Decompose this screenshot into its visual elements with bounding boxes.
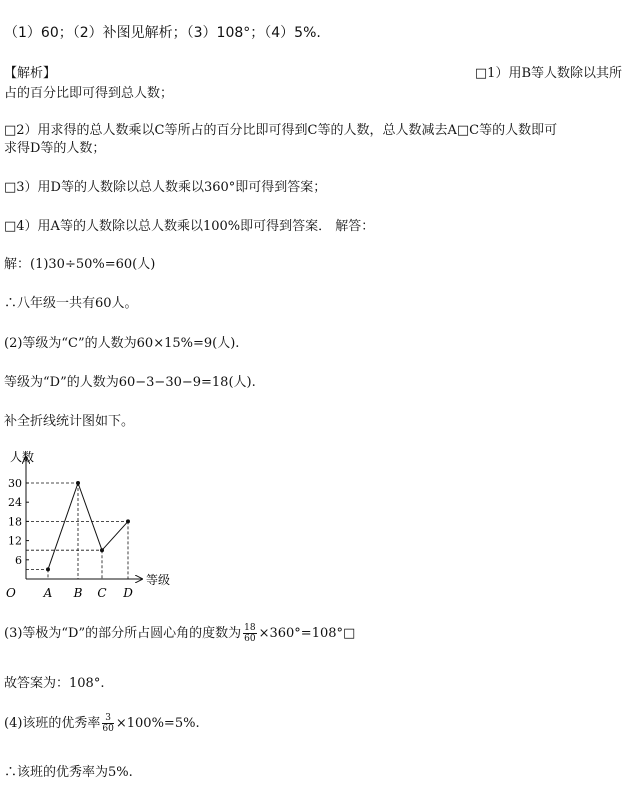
data-point [76,481,80,485]
solution-angle-answer: 故答案为：108°. [4,676,105,691]
solution-angle [4,622,355,644]
solution-angle-post: ×360°=108°□ [258,626,356,641]
solution-chart-caption: 补全折线统计图如下。 [4,414,135,429]
x-tick-label: D [123,586,133,600]
y-tick-label: 12 [8,534,22,548]
fraction-denominator: 60 [102,724,114,734]
fraction-3-60 [102,713,113,734]
analysis-step1-start: □1）用B等人数除以其所 [474,66,622,81]
x-tick-label: C [97,586,107,600]
x-tick-label: A [43,586,53,600]
analysis-step1-cont: 占的百分比即可得到总人数； [4,86,174,101]
y-tick-label: 24 [8,496,22,510]
data-point [46,567,50,571]
data-point [126,519,130,523]
fraction-numerator: 3 [102,713,113,724]
analysis-step4: □4）用A等的人数除以总人数乘以100%即可得到答案． 解答： [4,219,375,234]
solution-rate-pre: (4)该班的优秀率 [4,716,101,731]
y-tick-label: 30 [8,477,22,490]
answer-line: （1）60；（2）补图见解析；（3）108°；（4）5%. [4,25,321,41]
y-axis-label: 人数 [10,450,35,464]
x-axis-label: 等级 [146,573,171,587]
solution-c-count: (2)等级为“C”的人数为60×15%=9(人). [4,336,240,351]
solution-rate-post: ×100%=5%. [115,716,200,731]
series-line [48,483,128,569]
fraction-numerator: 18 [244,623,256,633]
x-tick-label: B [73,586,83,600]
fraction-18-60 [243,623,256,644]
solution-d-count: 等级为“D”的人数为60−3−30−9=18(人). [4,375,256,390]
solution-rate [4,712,200,734]
analysis-heading: 【解析】 [4,66,57,81]
analysis-step3: □3）用D等的人数除以总人数乘以360°即可得到答案； [4,180,327,195]
analysis-step2-line2: 求得D等的人数； [4,141,106,156]
solution-rate-conclusion: ∴该班的优秀率为5%. [4,765,133,780]
y-tick-label: 6 [15,553,22,567]
solution-total: ∴八年级一共有60人。 [4,296,138,311]
y-tick-label: 18 [8,515,22,529]
solution-step1: 解：(1)30÷50%=60(人) [4,257,156,272]
solution-angle-pre: (3)等极为“D”的部分所占圆心角的度数为 [4,626,242,641]
analysis-step2-line1: □2）用求得的总人数乘以C等所占的百分比即可得到C等的人数，总人数减去A□C等的人数即可 [4,123,558,138]
line-chart [0,445,200,615]
fraction-denominator: 60 [244,634,256,644]
data-point [100,548,104,552]
origin-label: O [6,586,16,600]
